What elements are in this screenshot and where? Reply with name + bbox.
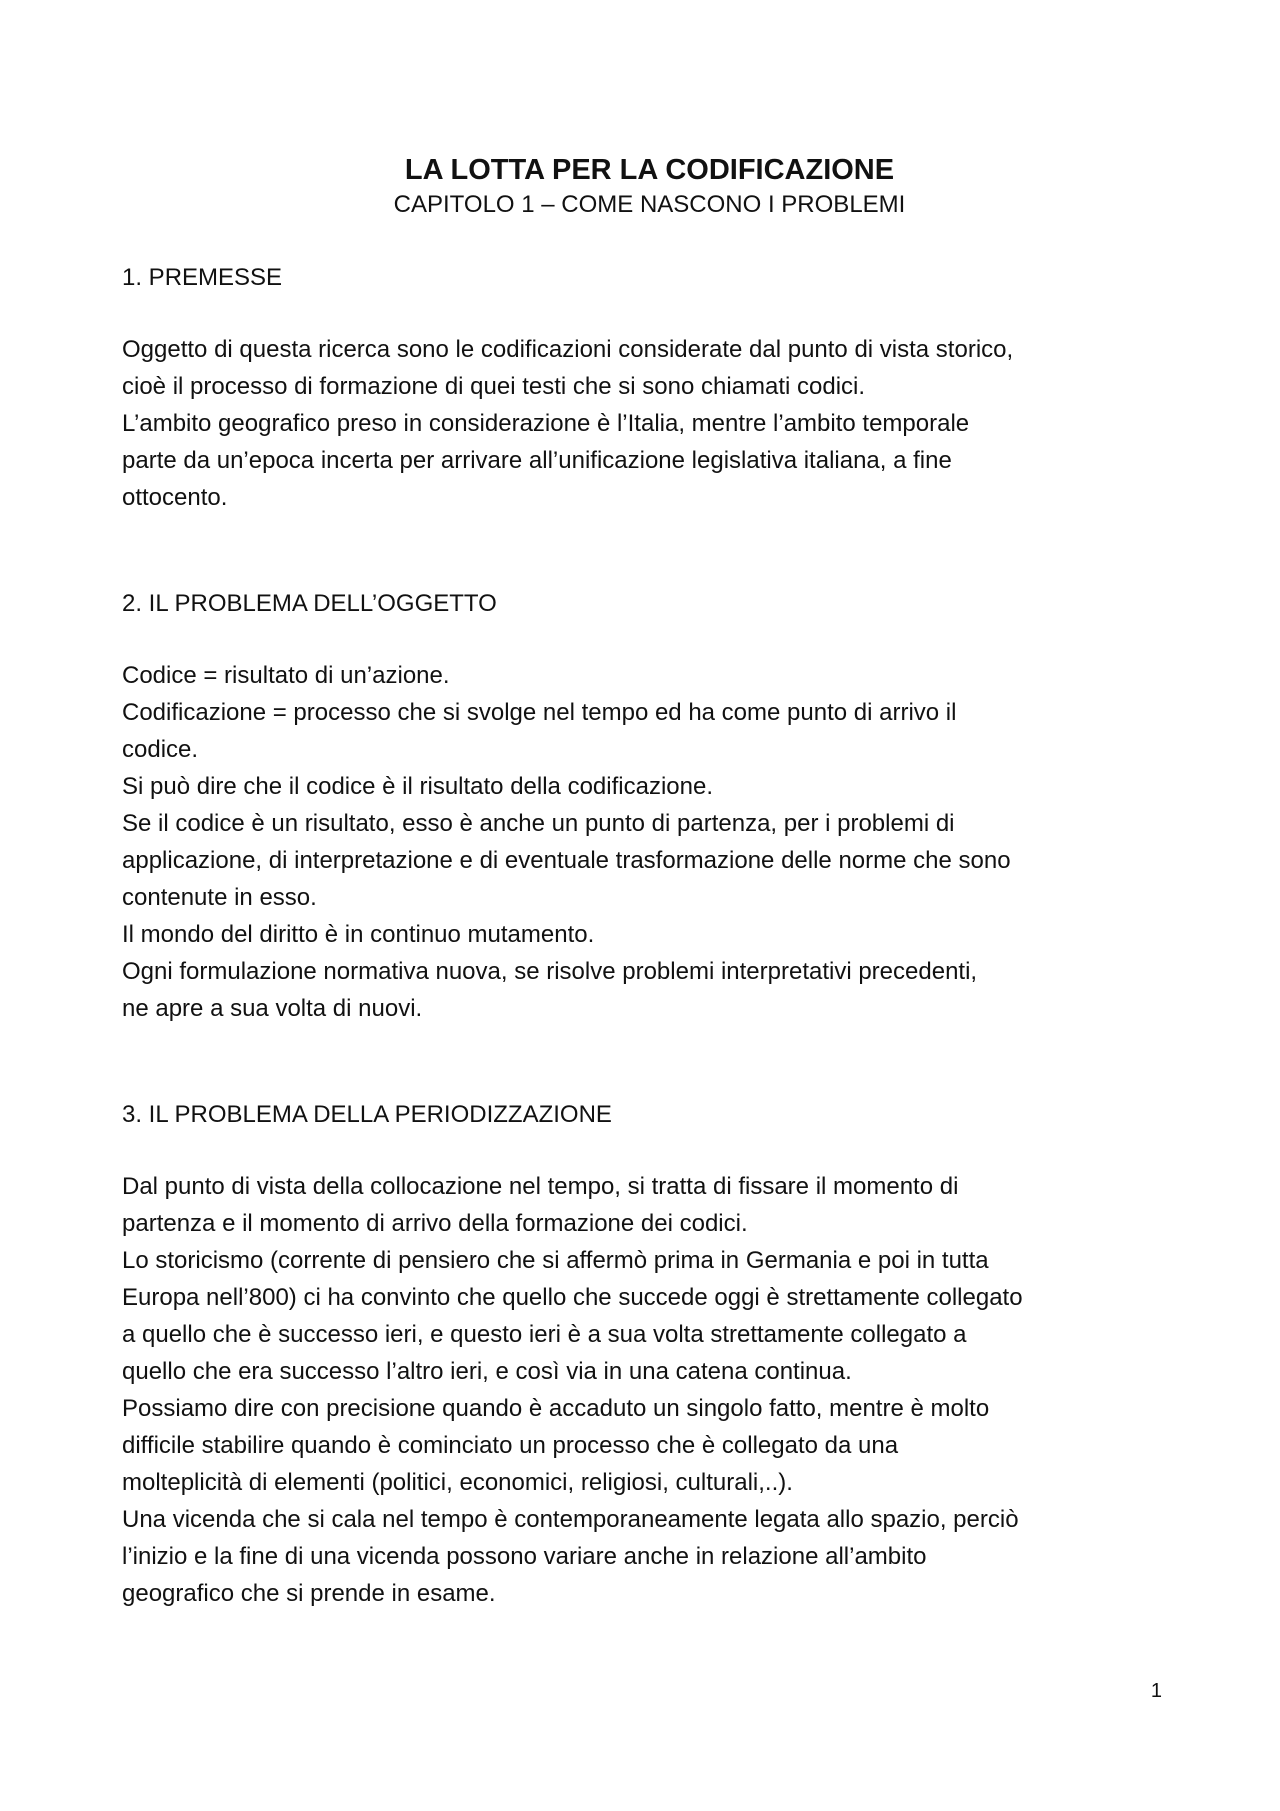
section-problema-oggetto <box>122 586 1177 1027</box>
page-content <box>122 152 1177 1612</box>
section-heading: 2. IL PROBLEMA DELL’OGGETTO <box>122 590 497 617</box>
text-line: applicazione, di interpretazione e di eventuale trasformazione delle norme che sono <box>122 847 1011 874</box>
text-line: Il mondo del diritto è in continuo mutamento. <box>122 921 595 948</box>
text-line: Codice = risultato di un’azione. <box>122 662 450 689</box>
section-body <box>122 657 1177 1027</box>
section-heading: 1. PREMESSE <box>122 264 283 291</box>
text-line: a quello che è successo ieri, e questo ieri è a sua volta strettamente collegato a <box>122 1321 967 1348</box>
text-line: Si può dire che il codice è il risultato della codificazione. <box>122 773 713 800</box>
document-title: LA LOTTA PER LA CODIFICAZIONE <box>404 154 895 186</box>
text-line: molteplicità di elementi (politici, economici, religiosi, culturali,..). <box>122 1469 793 1496</box>
section-body <box>122 1168 1177 1612</box>
text-line: ottocento. <box>122 484 228 511</box>
text-line: Codificazione = processo che si svolge nel tempo ed ha come punto di arrivo il <box>122 699 957 726</box>
text-line: Se il codice è un risultato, esso è anche un punto di partenza, per i problemi di <box>122 810 955 837</box>
section-premesse <box>122 260 1177 516</box>
text-line: Ogni formulazione normativa nuova, se risolve problemi interpretativi precedenti, <box>122 958 978 985</box>
text-line: contenute in esso. <box>122 884 317 911</box>
text-line: l’inizio e la fine di una vicenda possono variare anche in relazione all’ambito <box>122 1543 927 1570</box>
text-line: L’ambito geografico preso in considerazione è l’Italia, mentre l’ambito temporale <box>122 410 970 437</box>
text-line: Oggetto di questa ricerca sono le codificazioni considerate dal punto di vista storico, <box>122 336 1014 363</box>
text-line: Lo storicismo (corrente di pensiero che si affermò prima in Germania e poi in tutta <box>122 1247 989 1274</box>
section-body <box>122 331 1177 516</box>
text-line: partenza e il momento di arrivo della formazione dei codici. <box>122 1210 748 1237</box>
page-number: 1 <box>1150 1680 1162 1702</box>
text-line: codice. <box>122 736 199 763</box>
text-line: ne apre a sua volta di nuovi. <box>122 995 423 1022</box>
section-heading: 3. IL PROBLEMA DELLA PERIODIZZAZIONE <box>122 1101 612 1128</box>
text-line: Dal punto di vista della collocazione nel tempo, si tratta di fissare il momento di <box>122 1173 959 1200</box>
chapter-subtitle: CAPITOLO 1 – COME NASCONO I PROBLEMI <box>393 191 906 218</box>
text-line: Europa nell’800) ci ha convinto che quello che succede oggi è strettamente collegato <box>122 1284 1023 1311</box>
text-line: quello che era successo l’altro ieri, e così via in una catena continua. <box>122 1358 852 1385</box>
text-line: Possiamo dire con precisione quando è accaduto un singolo fatto, mentre è molto <box>122 1395 990 1422</box>
text-line: cioè il processo di formazione di quei testi che si sono chiamati codici. <box>122 373 866 400</box>
text-line: geografico che si prende in esame. <box>122 1580 496 1607</box>
text-line: difficile stabilire quando è cominciato un processo che è collegato da una <box>122 1432 899 1459</box>
text-line: parte da un’epoca incerta per arrivare all’unificazione legislativa italiana, a fine <box>122 447 952 474</box>
section-problema-periodizzazione <box>122 1097 1177 1612</box>
text-line: Una vicenda che si cala nel tempo è contemporaneamente legata allo spazio, perciò <box>122 1506 1019 1533</box>
